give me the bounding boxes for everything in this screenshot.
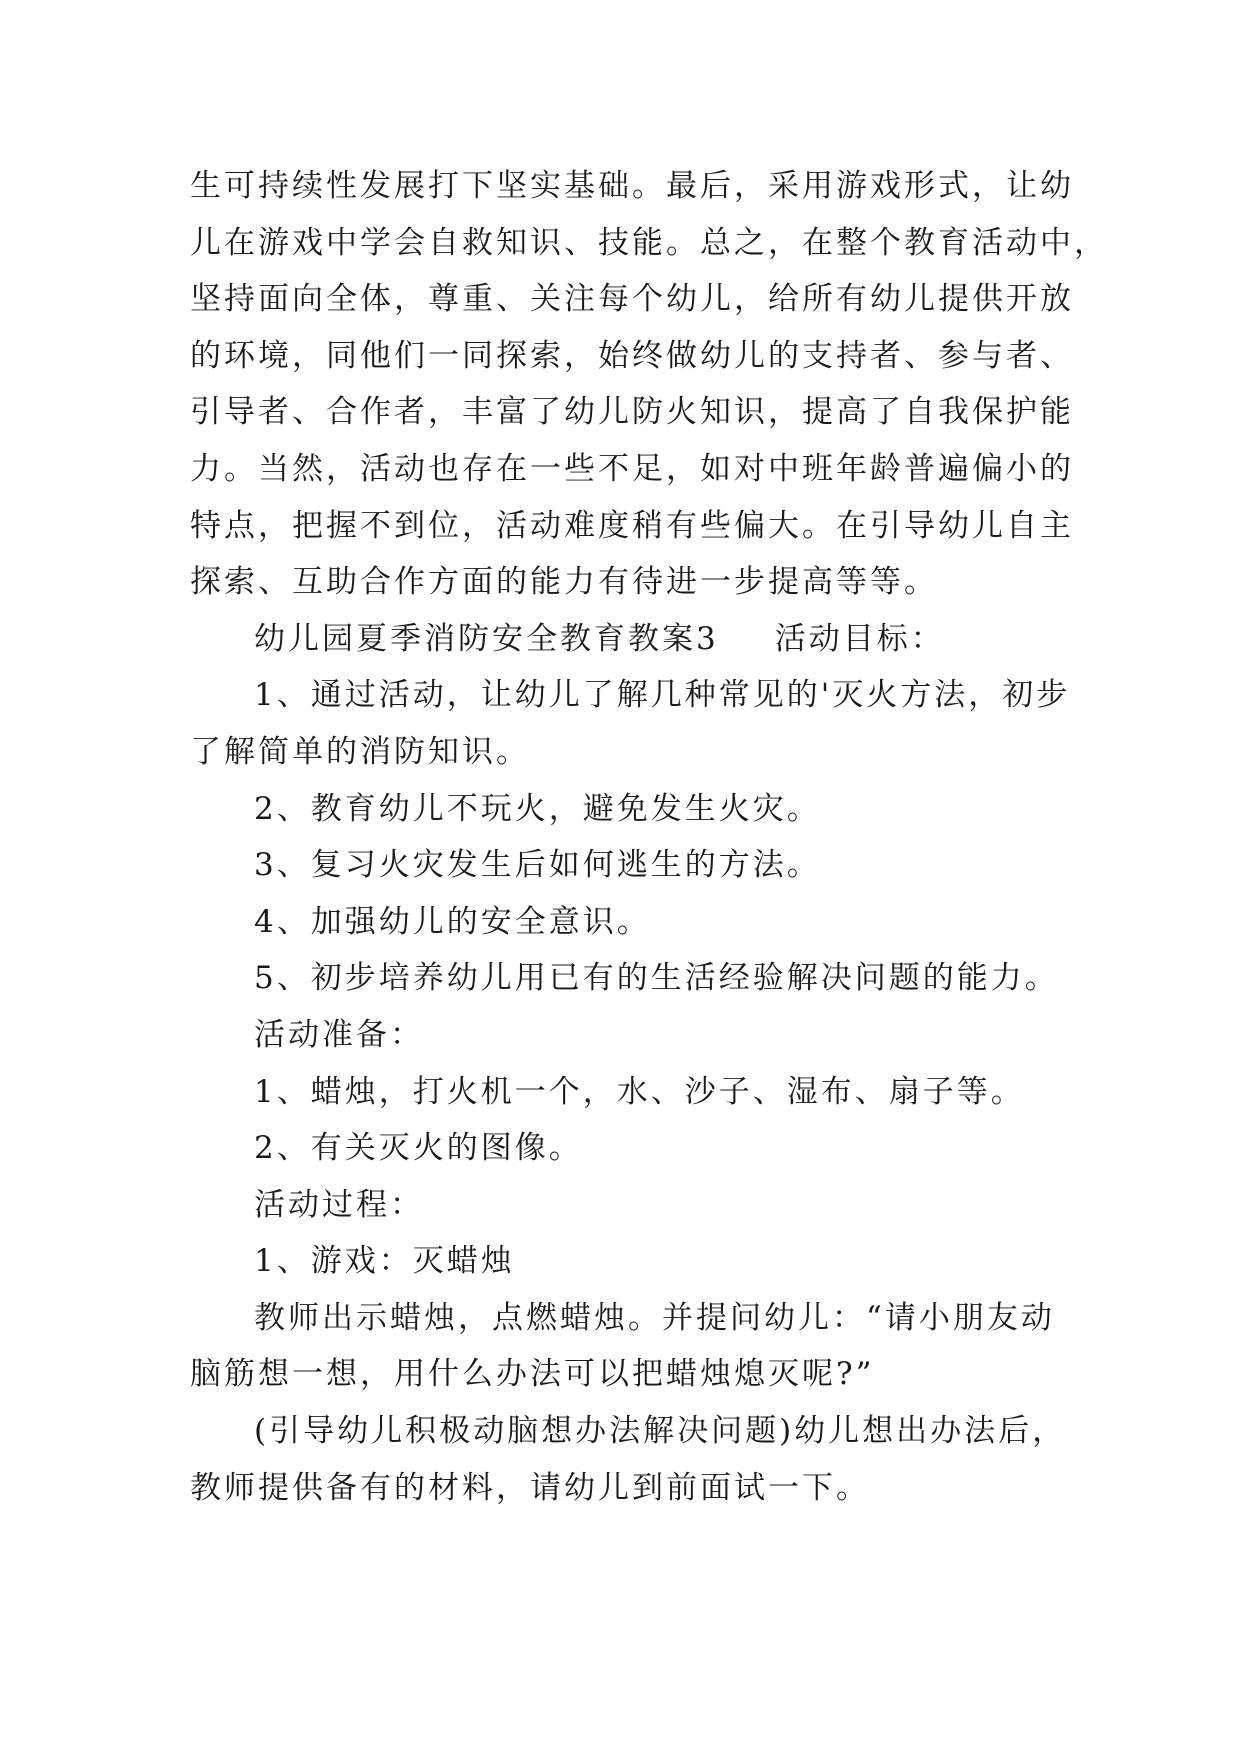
text-line: 教师提供备有的材料，请幼儿到前面试一下。 [190,1469,870,1506]
text-line: 2、教育幼儿不玩火，避免发生火灾。 [254,790,821,827]
text-line: (引导幼儿积极动脑想办法解决问题)幼儿想出办法后， [254,1413,1067,1450]
text-line: 2、有关灭火的图像。 [254,1130,583,1167]
section-heading-line [190,611,1060,668]
section-title: 幼儿园夏季消防安全教育教案3 [254,620,719,657]
activity-prep-heading: 活动准备： [254,1016,424,1053]
text-line: 1、蜡烛，打火机一个，水、沙子、湿布、扇子等。 [254,1073,1025,1110]
activity-goals-heading: 活动目标： [774,620,945,657]
document-body [190,158,1108,1516]
text-line: 引导者、合作者，丰富了幼儿防火知识，提高了自我保护能 [190,394,1074,431]
text-line: 的环境，同他们一同探索，始终做幼儿的支持者、参与者、 [190,337,1074,374]
text-line: 4、加强幼儿的安全意识。 [254,903,651,940]
text-line: 1、游戏：灭蜡烛 [254,1243,515,1280]
text-line: 脑筋想一想，用什么办法可以把蜡烛熄灭呢?” [190,1356,875,1393]
text-line: 生可持续性发展打下坚实基础。最后，采用游戏形式，让幼 [190,168,1074,204]
text-line: 特点，把握不到位，活动难度稍有些偏大。在引导幼儿自主 [190,507,1074,544]
text-line: 探索、互助合作方面的能力有待进一步提高等等。 [190,564,938,601]
text-line: 1、通过活动，让幼儿了解几种常见的'灭火方法，初步 [254,677,1071,714]
text-line: 儿在游戏中学会自救知识、技能。总之，在整个教育活动中， [190,224,1108,261]
text-line: 了解简单的消防知识。 [190,733,530,770]
text-line: 教师出示蜡烛，点燃蜡烛。并提问幼儿：“请小朋友动 [254,1299,1055,1336]
text-line: 3、复习火灾发生后如何逃生的方法。 [254,847,821,884]
text-line: 5、初步培养幼儿用已有的生活经验解决问题的能力。 [254,960,1059,997]
text-line: 力。当然，活动也存在一些不足，如对中班年龄普遍偏小的 [190,450,1074,487]
activity-process-heading: 活动过程： [254,1186,424,1223]
text-line: 坚持面向全体，尊重、关注每个幼儿，给所有幼儿提供开放 [190,281,1074,318]
